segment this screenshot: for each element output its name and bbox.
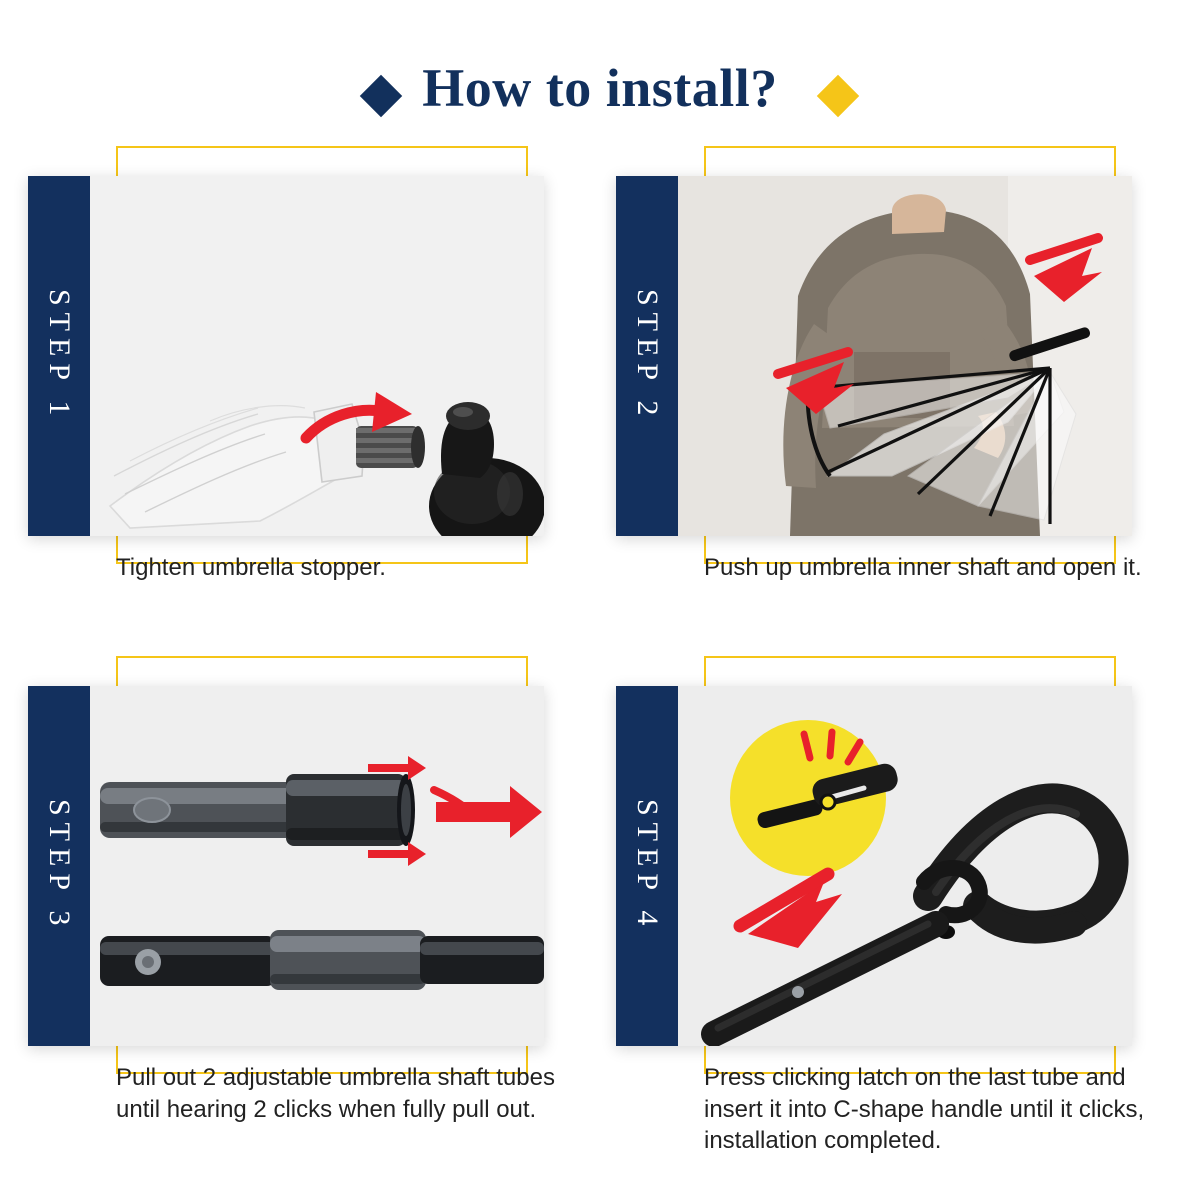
step-2-card — [616, 176, 1132, 536]
step-4-tab-label: STEP 4 — [631, 799, 664, 933]
page-title: How to install? — [422, 58, 778, 118]
steps-grid — [0, 140, 1200, 1160]
step-card-4 — [616, 650, 1172, 1160]
step-card-2 — [616, 140, 1172, 650]
navy-diamond-icon — [360, 75, 402, 117]
step-1-card — [28, 176, 544, 536]
red-arrow-icon — [740, 874, 842, 948]
header-decoration-right — [804, 65, 853, 111]
step-3-tab-label: STEP 3 — [43, 799, 76, 933]
step-3-card — [28, 686, 544, 1046]
gold-diamond-icon — [817, 75, 859, 117]
step-1-caption: Tighten umbrella stopper. — [116, 554, 386, 581]
step-1-tab-label: STEP 1 — [43, 289, 76, 423]
step-2-tab — [616, 176, 678, 536]
step-2-caption: Push up umbrella inner shaft and open it. — [704, 554, 1142, 581]
step-4-tab — [616, 686, 678, 1046]
step-card-3 — [28, 650, 584, 1160]
step-1-tab — [28, 176, 90, 536]
step-2-tab-label: STEP 2 — [631, 289, 664, 423]
page-header — [0, 48, 1200, 128]
step-4-image — [678, 686, 1132, 1046]
header-decoration-left — [347, 65, 396, 111]
step-card-1 — [28, 140, 584, 650]
step-4-card — [616, 686, 1132, 1046]
step-3-caption: Pull out 2 adjustable umbrella shaft tubes until hearing 2 clicks when fully pull out. — [116, 1064, 555, 1123]
step-2-image — [678, 176, 1132, 536]
step-4-caption: Press clicking latch on the last tube and insert it into C-shape handle until it clicks, installation completed. — [704, 1064, 1145, 1155]
red-arrow-icon — [434, 786, 542, 838]
gold-small-diamond-icon — [801, 62, 819, 80]
gold-small-diamond-icon — [345, 62, 363, 80]
step-3-tab — [28, 686, 90, 1046]
step-3-image — [90, 686, 544, 1046]
step-1-image — [90, 176, 544, 536]
